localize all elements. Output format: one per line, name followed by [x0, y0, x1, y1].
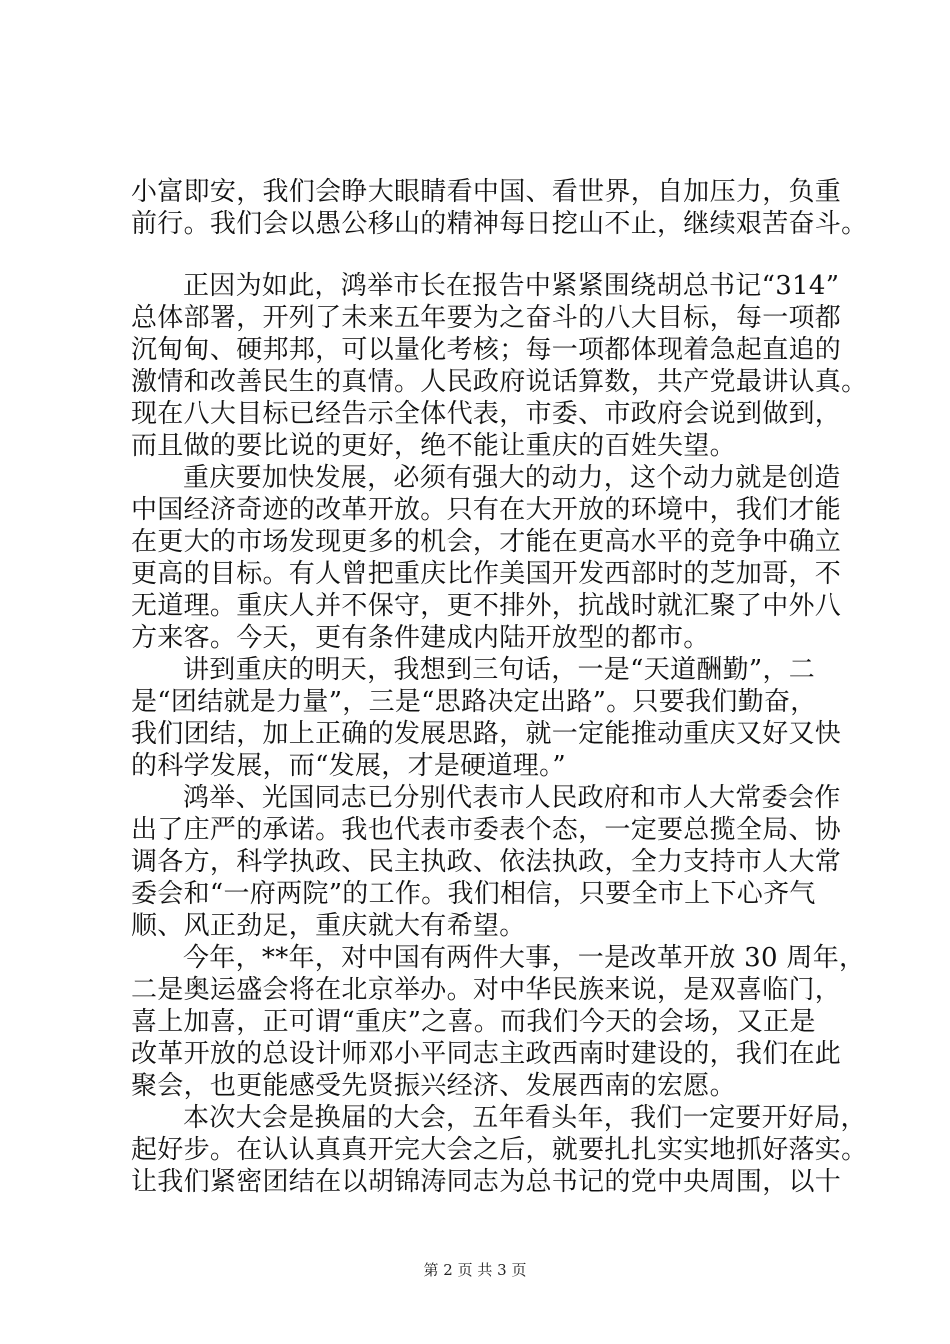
- page-number-footer: 第 2 页 共 3 页: [423, 1261, 527, 1279]
- text-line: 喜上加喜，正可谓“重庆”之喜。而我们今天的会场，又正是: [131, 1007, 816, 1037]
- paragraph-start-line: 讲到重庆的明天，我想到三句话，一是“天道酬勤”，二: [183, 655, 816, 685]
- text-line: 的科学发展，而“发展，才是硬道理。”: [131, 751, 566, 781]
- text-line: 而且做的要比说的更好，绝不能让重庆的百姓失望。: [131, 431, 736, 461]
- text-line: 顺、风正劲足，重庆就大有希望。: [131, 911, 526, 941]
- text-line: 聚会，也更能感受先贤振兴经济、发展西南的宏愿。: [131, 1071, 736, 1101]
- text-line: 让我们紧密团结在以胡锦涛同志为总书记的党中央周围，以十: [131, 1167, 842, 1197]
- text-line: 在更大的市场发现更多的机会，才能在更高水平的竞争中确立: [131, 527, 842, 557]
- text-line: 前行。我们会以愚公移山的精神每日挖山不止，继续艰苦奋斗。: [131, 209, 868, 239]
- text-line: 方来客。今天，更有条件建成内陆开放型的都市。: [131, 623, 710, 653]
- text-line: 小富即安，我们会睁大眼睛看中国、看世界，自加压力，负重: [131, 177, 842, 207]
- paragraph-start-line: 本次大会是换届的大会，五年看头年，我们一定要开好局，: [183, 1103, 867, 1133]
- paragraph-start-line: 今年，**年，对中国有两件大事，一是改革开放 30 周年，: [183, 943, 866, 973]
- text-line: 我们团结，加上正确的发展思路，就一定能推动重庆又好又快: [131, 719, 842, 749]
- paragraph-start-line: 鸿举、光国同志已分别代表市人民政府和市人大常委会作: [183, 783, 841, 813]
- text-line: 二是奥运盛会将在北京举办。对中华民族来说，是双喜临门，: [131, 975, 842, 1005]
- text-line: 中国经济奇迹的改革开放。只有在大开放的环境中，我们才能: [131, 495, 842, 525]
- text-line: 改革开放的总设计师邓小平同志主政西南时建设的，我们在此: [131, 1039, 842, 1069]
- text-line: 更高的目标。有人曾把重庆比作美国开发西部时的芝加哥，不: [131, 559, 842, 589]
- text-line: 起好步。在认认真真开完大会之后，就要扎扎实实地抓好落实。: [131, 1135, 868, 1165]
- text-line: 总体部署，开列了未来五年要为之奋斗的八大目标，每一项都: [131, 303, 842, 333]
- text-line: 委会和“一府两院”的工作。我们相信，只要全市上下心齐气: [131, 879, 816, 909]
- text-line: 无道理。重庆人并不保守，更不排外，抗战时就汇聚了中外八: [131, 591, 842, 621]
- paragraph-start-line: 正因为如此，鸿举市长在报告中紧紧围绕胡总书记“314”: [183, 271, 840, 301]
- text-line: 是“团结就是力量”，三是“思路决定出路”。只要我们勤奋，: [131, 687, 817, 717]
- text-line: 沉甸甸、硬邦邦，可以量化考核；每一项都体现着急起直追的: [131, 335, 842, 365]
- text-line: 调各方，科学执政、民主执政、依法执政，全力支持市人大常: [131, 847, 842, 877]
- text-line: 出了庄严的承诺。我也代表市委表个态，一定要总揽全局、协: [131, 815, 842, 845]
- text-line: 现在八大目标已经告示全体代表，市委、市政府会说到做到，: [131, 399, 842, 429]
- paragraph-start-line: 重庆要加快发展，必须有强大的动力，这个动力就是创造: [183, 463, 841, 493]
- text-line: 激情和改善民生的真情。人民政府说话算数，共产党最讲认真。: [131, 367, 868, 397]
